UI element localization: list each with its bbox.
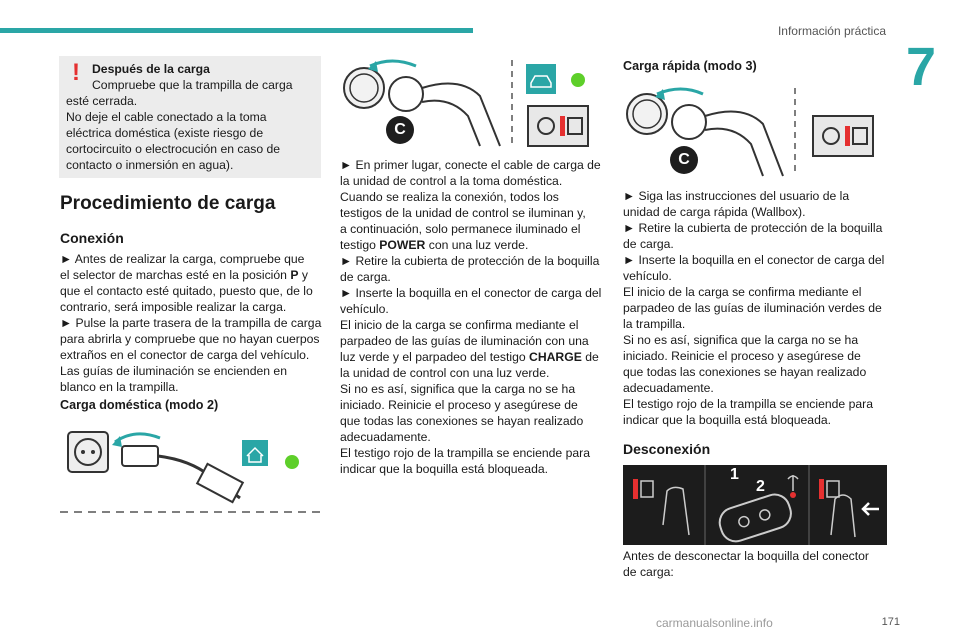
text-line: parpadeo de las guías de iluminación con una <box>340 334 589 348</box>
step-1-label: 1 <box>730 466 739 483</box>
text-line: ► En primer lugar, conecte el cable de carga de <box>340 158 601 172</box>
label-c-badge: C <box>386 116 414 144</box>
disconnect-text <box>623 548 893 580</box>
chapter-number: 7 <box>905 37 936 97</box>
disconnect-heading: Desconexión <box>623 441 711 457</box>
text-line: vehículo. <box>340 302 389 316</box>
text-line: que todas las conexiones se hayan realizado <box>623 365 867 379</box>
text-line: vehículo. <box>623 269 672 283</box>
watermark: carmanualsonline.info <box>656 616 773 630</box>
text-line: contrario, será imposible realizar la carga. <box>60 300 287 314</box>
text-line: El inicio de la carga se confirma mediante el <box>340 318 579 332</box>
header-accent-bar <box>0 28 473 33</box>
warning-line: contacto o inmersión en agua). <box>66 158 234 172</box>
text-line: para abrirla y compruebe que no hayan cuerpos <box>60 332 320 346</box>
text-line: luz verde y el parpadeo del testigo CHARGE de <box>340 350 599 364</box>
text-line: indicar que la boquilla está bloqueada. <box>623 413 832 427</box>
warning-line: Compruebe que la trampilla de carga <box>92 78 293 92</box>
text-line: ► Inserte la boquilla en el conector de carga del <box>623 253 885 267</box>
text-line: Las guías de iluminación se encienden en <box>60 364 287 378</box>
text-line: testigo POWER con una luz verde. <box>340 238 529 252</box>
text-line: testigos de la unidad de control se iluminan y, <box>340 206 586 220</box>
text-line: parpadeo de las guías de iluminación verdes de <box>623 301 882 315</box>
text-line: El testigo rojo de la trampilla se enciende para <box>340 446 590 460</box>
text-line: adecuadamente. <box>340 430 431 444</box>
text-line: adecuadamente. <box>623 381 714 395</box>
domestic-charge-illustration <box>60 420 322 518</box>
text-line: la unidad de control con una luz verde. <box>340 366 550 380</box>
fast-charge-illustration <box>623 84 888 180</box>
text-line: ► Retire la cubierta de protección de la boquilla <box>340 254 600 268</box>
text-line: que todas las conexiones se hayan realizado <box>340 414 584 428</box>
warning-line: No deje el cable conectado a la toma <box>66 110 267 124</box>
text-line: indicar que la boquilla está bloqueada. <box>340 462 549 476</box>
page-number: 171 <box>881 616 900 628</box>
warning-title: Después de la carga <box>92 62 210 76</box>
text-line: de carga. <box>340 270 391 284</box>
disconnect-illustration <box>623 465 887 545</box>
text-line: que el contacto esté quitado, puesto que, de lo <box>60 284 313 298</box>
text-line: de carga. <box>623 237 674 251</box>
text-line: iniciado. Reinicie el proceso y asegúrese de <box>623 349 861 363</box>
text-line: la unidad de control a la toma doméstica. <box>340 174 563 188</box>
label-c-badge: C <box>670 146 698 174</box>
text-line: a continuación, solo permanece iluminado el <box>340 222 581 236</box>
domestic-heading: Carga doméstica (modo 2) <box>60 398 219 412</box>
text-line: El inicio de la carga se confirma mediante el <box>623 285 862 299</box>
text-line: blanco en la trampilla. <box>60 380 179 394</box>
text-line: ► Pulse la parte trasera de la trampilla de carga <box>60 316 322 330</box>
text-line: El testigo rojo de la trampilla se enciende para <box>623 397 873 411</box>
nozzle-connection-illustration <box>340 56 605 152</box>
warning-line: esté cerrada. <box>66 94 138 108</box>
connection-heading: Conexión <box>60 230 124 246</box>
connection-text <box>60 251 325 395</box>
text-line: extraños en el conector de carga del vehículo. <box>60 348 310 362</box>
text-line: ► Siga las instrucciones del usuario de la <box>623 189 850 203</box>
text-line: ► Antes de realizar la carga, compruebe que <box>60 252 305 266</box>
text-line: Si no es así, significa que la carga no se ha <box>340 382 576 396</box>
text-line: Si no es así, significa que la carga no se ha <box>623 333 859 347</box>
text-line: de carga: <box>623 565 674 579</box>
step-2-label: 2 <box>756 478 765 495</box>
header-title: Información práctica <box>777 24 886 38</box>
text-line: ► Inserte la boquilla en el conector de carga del <box>340 286 602 300</box>
warning-text <box>66 61 316 173</box>
text-line: Cuando se realiza la conexión, todos los <box>340 190 559 204</box>
warning-line: cortocircuito o electrocución en caso de <box>66 142 281 156</box>
text-line: iniciado. Reinicie el proceso y asegúrese de <box>340 398 578 412</box>
right-text <box>623 188 893 428</box>
text-line: ► Retire la cubierta de protección de la boquilla <box>623 221 883 235</box>
warning-line: eléctrica doméstica (existe riesgo de <box>66 126 264 140</box>
text-line: el selector de marchas esté en la posición P y <box>60 268 308 282</box>
fast-charge-heading: Carga rápida (modo 3) <box>623 59 757 73</box>
warning-icon: ! <box>72 59 80 86</box>
middle-text <box>340 157 610 477</box>
text-line: Antes de desconectar la boquilla del conector <box>623 549 869 563</box>
section-title: Procedimiento de carga <box>60 193 276 214</box>
text-line: unidad de carga rápida (Wallbox). <box>623 205 806 219</box>
text-line: la trampilla. <box>623 317 686 331</box>
